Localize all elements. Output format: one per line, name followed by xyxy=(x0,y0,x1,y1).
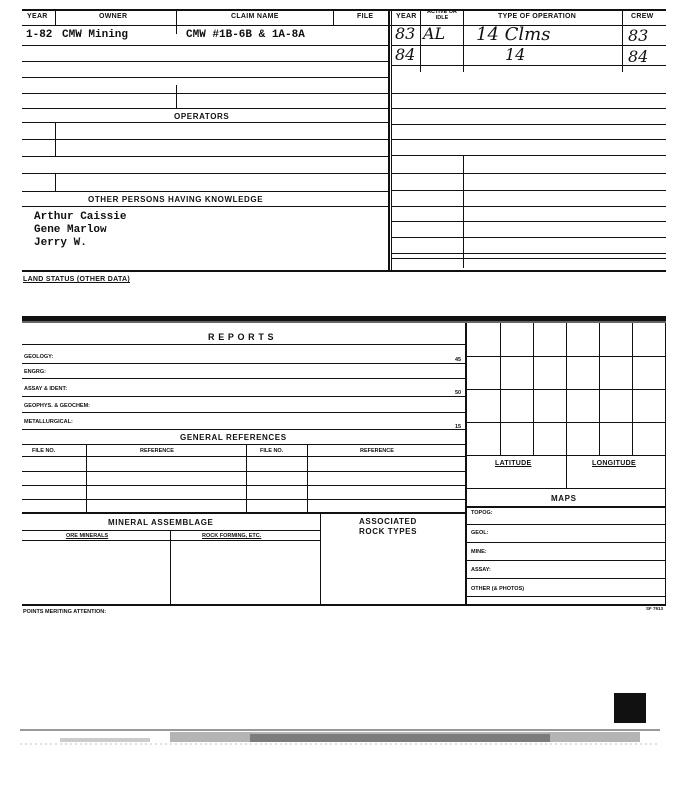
ref-file-no: FILE NO. xyxy=(32,448,56,454)
claim-name: CMW #1B-6B & 1A-8A xyxy=(186,29,305,41)
person-1: Arthur Caissie xyxy=(34,211,127,223)
longitude-label: LONGITUDE xyxy=(592,460,636,467)
rock-types-label: ROCK TYPES xyxy=(359,527,418,536)
maps-title: MAPS xyxy=(551,494,577,503)
operators-label: OPERATORS xyxy=(174,112,230,121)
land-status-label: LAND STATUS (OTHER DATA) xyxy=(23,276,131,283)
scan-noise-svg xyxy=(20,724,660,750)
header-year-2: YEAR xyxy=(396,13,417,20)
report-geology: GEOLOGY: xyxy=(24,354,54,360)
maps-mine: MINE: xyxy=(471,549,487,555)
report-assay: ASSAY & IDENT: xyxy=(24,386,68,392)
person-3: Jerry W. xyxy=(34,237,87,249)
rock-forming-label: ROCK FORMING, ETC. xyxy=(202,533,262,539)
op-row1-active: AL xyxy=(423,24,446,43)
header-file: FILE xyxy=(357,13,374,20)
form-number: SF 7913 xyxy=(646,606,664,611)
header-claim-name: CLAIM NAME xyxy=(231,13,279,20)
ore-minerals-label: ORE MINERALS xyxy=(66,533,109,539)
report-engrg: ENGRG: xyxy=(24,369,46,375)
associated-label: ASSOCIATED xyxy=(359,517,417,526)
ref-reference: REFERENCE xyxy=(140,448,174,454)
report-metallurgical-num: 15 xyxy=(455,424,462,430)
points-meriting-attention: POINTS MERITING ATTENTION: xyxy=(23,609,107,615)
person-2: Gene Marlow xyxy=(34,224,107,236)
maps-topog: TOPOG: xyxy=(471,510,493,516)
header-active-or-idle: ACTIVE OR IDLE xyxy=(427,9,457,21)
op-row2-type: 14 xyxy=(505,45,526,64)
reports-title: R E P O R T S xyxy=(208,332,275,342)
header-year: YEAR xyxy=(27,13,48,20)
op-row2-crew: 84 xyxy=(628,47,649,66)
maps-other: OTHER (& PHOTOS) xyxy=(471,586,525,592)
header-owner: OWNER xyxy=(99,13,128,20)
op-row1-type: 14 Clms xyxy=(476,24,551,45)
ref-reference-2: REFERENCE xyxy=(360,448,394,454)
owner-year: 1-82 xyxy=(26,29,53,41)
op-row1-year: 83 xyxy=(395,24,416,43)
scan-smudge-band xyxy=(20,724,660,750)
report-metallurgical: METALLURGICAL: xyxy=(24,419,73,425)
ref-file-no-2: FILE NO. xyxy=(260,448,284,454)
op-row1-crew: 83 xyxy=(628,26,649,45)
op-row2-year: 84 xyxy=(395,45,416,64)
maps-assay: ASSAY: xyxy=(471,567,491,573)
general-references-title: GENERAL REFERENCES xyxy=(180,433,287,442)
mineral-assemblage-title: MINERAL ASSEMBLAGE xyxy=(108,518,214,527)
header-crew: CREW xyxy=(631,13,654,20)
latitude-label: LATITUDE xyxy=(495,460,532,467)
maps-geol: GEOL: xyxy=(471,530,489,536)
report-geology-num: 45 xyxy=(455,357,462,363)
scan-smudge-square xyxy=(614,693,646,723)
owner-name: CMW Mining xyxy=(62,29,129,41)
other-persons-label: OTHER PERSONS HAVING KNOWLEDGE xyxy=(88,195,264,204)
report-geophys: GEOPHYS. & GEOCHEM: xyxy=(24,403,91,409)
header-type-of-operation: TYPE OF OPERATION xyxy=(498,13,577,20)
report-assay-num: 50 xyxy=(455,390,462,396)
